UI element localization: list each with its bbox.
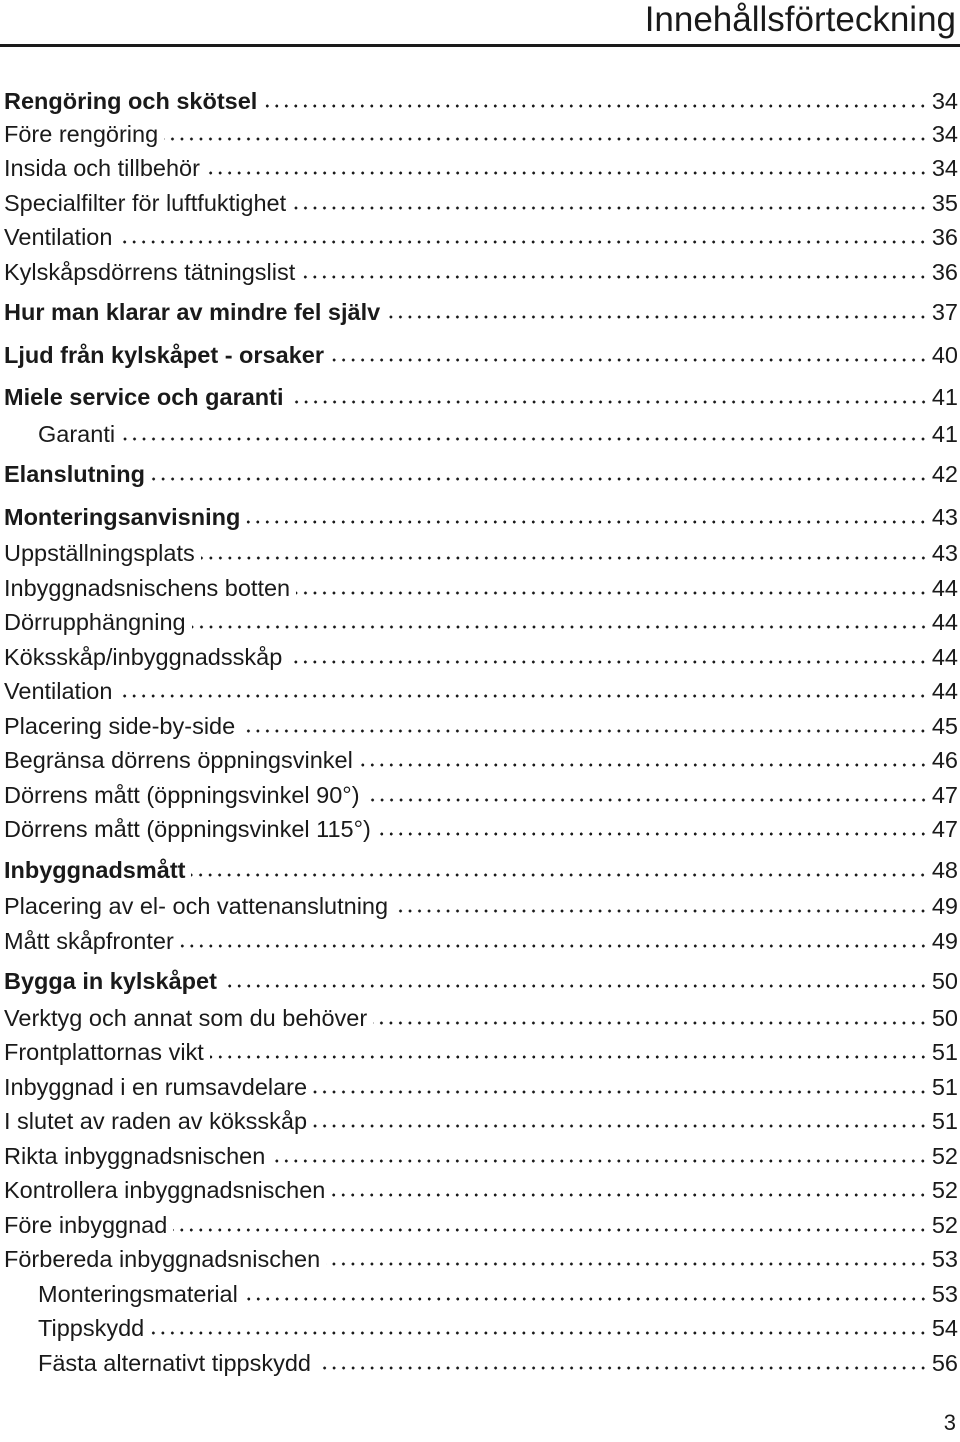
toc-entry[interactable]: [0, 117, 958, 152]
toc-entry-page: 48: [931, 856, 958, 883]
toc-entry-label: Begränsa dörrens öppningsvinkel: [4, 747, 353, 773]
toc-entry-label: Inbyggnadsnischens botten: [4, 574, 291, 601]
toc-entry-page: 51: [931, 1108, 958, 1134]
dot-leader: [191, 873, 927, 877]
dot-leader: [173, 1228, 928, 1232]
toc-entry[interactable]: [0, 1070, 958, 1105]
toc-entry-page: 51: [931, 1073, 958, 1100]
dot-leader: [331, 1193, 927, 1197]
dot-leader: [377, 832, 928, 836]
toc-entry-label: Miele service och garanti: [4, 384, 284, 410]
toc-entry[interactable]: [0, 924, 958, 959]
toc-entry[interactable]: [0, 605, 958, 640]
toc-entry[interactable]: [0, 186, 958, 221]
toc-entry[interactable]: [0, 374, 958, 417]
toc-entry[interactable]: [0, 220, 958, 255]
toc-entry[interactable]: [0, 640, 958, 675]
page-title: Innehållsförteckning: [644, 0, 956, 39]
toc-entry[interactable]: [0, 332, 958, 375]
toc-entry[interactable]: [0, 812, 958, 847]
page-number: 3: [943, 1410, 956, 1435]
toc-entry-page: 35: [931, 189, 958, 216]
toc-entry-label: I slutet av raden av köksskåp: [4, 1108, 308, 1134]
toc-entry-page: 51: [931, 1039, 958, 1065]
toc-entry-page: 50: [931, 1004, 958, 1031]
toc-entry-label: Placering av el- och vattenanslutning: [4, 893, 389, 919]
toc-entry-label: Kontrollera inbyggnadsnischen: [4, 1177, 326, 1203]
toc-entry[interactable]: [0, 417, 958, 452]
dot-leader: [201, 556, 928, 560]
toc-entry-label: Ljud från kylskåpet - orsaker: [4, 341, 324, 368]
toc-entry-page: 36: [931, 224, 958, 250]
toc-entry-label: Rikta inbyggnadsnischen: [4, 1142, 266, 1169]
toc-entry-page: 49: [931, 927, 958, 954]
toc-entry[interactable]: [0, 1242, 958, 1277]
dot-leader: [210, 1055, 928, 1059]
dot-leader: [263, 104, 928, 108]
toc-entry-page: 47: [931, 781, 958, 808]
toc-entry[interactable]: [0, 1311, 958, 1346]
toc-entry-label: Verktyg och annat som du behöver: [4, 1004, 368, 1031]
toc-entry-page: 42: [931, 461, 958, 487]
toc-entry-page: 49: [931, 893, 958, 919]
toc-entry-label: Garanti: [38, 420, 116, 447]
toc-entry[interactable]: [0, 494, 958, 537]
toc-entry-label: Insida och tillbehör: [4, 155, 200, 181]
dot-leader: [292, 206, 928, 210]
dot-leader: [326, 1262, 928, 1266]
dot-leader: [121, 437, 928, 441]
dot-leader: [317, 1366, 928, 1370]
toc-entry-label: Elanslutning: [4, 461, 145, 487]
toc-entry-label: Monteringsanvisning: [4, 503, 241, 530]
toc-entry-page: 41: [931, 384, 958, 410]
dot-leader: [313, 1124, 928, 1128]
toc-entry-page: 36: [931, 258, 958, 285]
dot-leader: [301, 275, 928, 279]
toc-entry-page: 44: [931, 643, 958, 670]
toc-entry-page: 44: [931, 574, 958, 601]
dot-leader: [330, 358, 928, 362]
dot-leader: [394, 909, 928, 913]
toc-entry-label: Specialfilter för luftfuktighet: [4, 189, 287, 216]
toc-entry[interactable]: [0, 1001, 958, 1036]
toc-entry-label: Dörrupphängning: [4, 609, 186, 635]
toc-entry[interactable]: [0, 451, 958, 494]
toc-entry[interactable]: [0, 709, 958, 744]
toc-entry-page: 43: [931, 540, 958, 566]
dot-leader: [246, 520, 928, 524]
toc-entry-label: Köksskåp/inbyggnadsskåp: [4, 643, 283, 670]
toc-entry-label: Före rengöring: [4, 120, 159, 147]
toc-entry-label: Inbyggnad i en rumsavdelare: [4, 1073, 308, 1100]
toc-entry[interactable]: [0, 778, 958, 813]
dot-leader: [288, 660, 928, 664]
toc-entry[interactable]: [0, 255, 958, 290]
toc-entry-page: 41: [931, 420, 958, 447]
dot-leader: [290, 400, 928, 404]
toc-entry-label: Ventilation: [4, 678, 113, 704]
toc-entry-label: Före inbyggnad: [4, 1211, 168, 1238]
dot-leader: [359, 763, 928, 767]
toc-entry-page: 43: [931, 503, 958, 530]
dot-leader: [118, 694, 927, 698]
toc-entry-label: Kylskåpsdörrens tätningslist: [4, 258, 296, 285]
toc-entry-page: 34: [931, 88, 958, 114]
toc-entry-page: 53: [931, 1280, 958, 1307]
toc-entry-page: 53: [931, 1246, 958, 1272]
toc-entry-label: Fästa alternativt tippskydd: [38, 1349, 311, 1376]
toc-entry-page: 34: [931, 120, 958, 147]
toc-entry[interactable]: [0, 889, 958, 924]
toc-entry-page: 44: [931, 678, 958, 704]
dot-leader: [244, 1297, 928, 1301]
toc-entry-label: Hur man klarar av mindre fel själv: [4, 299, 381, 325]
toc-entry-label: Ventilation: [4, 224, 113, 250]
toc-entry[interactable]: [0, 1139, 958, 1174]
toc-entry-label: Bygga in kylskåpet: [4, 968, 217, 994]
dot-leader: [366, 798, 928, 802]
dot-leader: [223, 984, 928, 988]
toc-entry-label: Placering side-by-side: [4, 712, 236, 739]
toc-entry-label: Monteringsmaterial: [38, 1280, 238, 1307]
toc-entry-label: Rengöring och skötsel: [4, 88, 258, 114]
toc-entry[interactable]: [0, 82, 958, 117]
dot-leader: [271, 1159, 928, 1163]
toc-entry-page: 52: [931, 1211, 958, 1238]
toc-entry[interactable]: [0, 536, 958, 571]
dot-leader: [180, 944, 928, 948]
toc-entry-label: Dörrens mått (öppningsvinkel 115°): [4, 816, 371, 842]
toc-entry-label: Mått skåpfronter: [4, 927, 174, 954]
toc-entry-page: 44: [931, 609, 958, 635]
toc-entry-label: Frontplattornas vikt: [4, 1039, 204, 1065]
toc-entry[interactable]: [0, 571, 958, 606]
toc-entry[interactable]: [0, 1277, 958, 1312]
title-rule: [0, 44, 960, 47]
toc-entry-page: 54: [931, 1315, 958, 1341]
toc-entry[interactable]: [0, 847, 958, 890]
dot-leader: [151, 477, 928, 481]
dot-leader: [118, 240, 927, 244]
toc-entry[interactable]: [0, 958, 958, 1001]
toc-entry-page: 52: [931, 1142, 958, 1169]
toc-entry-page: 46: [931, 747, 958, 773]
toc-entry-page: 40: [931, 341, 958, 368]
toc-entry-label: Uppställningsplats: [4, 540, 195, 566]
toc-entry-page: 37: [931, 299, 958, 325]
toc-entry-page: 47: [931, 816, 958, 842]
toc-entry-label: Tippskydd: [38, 1315, 145, 1341]
toc-entry[interactable]: [0, 1208, 958, 1243]
toc-entry[interactable]: [0, 1346, 958, 1381]
toc-entry[interactable]: [0, 1173, 958, 1208]
toc-entry-page: 50: [931, 968, 958, 994]
dot-leader: [241, 729, 928, 733]
table-of-contents: [0, 82, 958, 1380]
toc-entry-label: Inbyggnadsmått: [4, 856, 186, 883]
dot-leader: [192, 625, 928, 629]
dot-leader: [164, 137, 928, 141]
toc-entry[interactable]: [0, 1035, 958, 1070]
toc-entry-page: 52: [931, 1177, 958, 1203]
dot-leader: [373, 1021, 928, 1025]
toc-entry[interactable]: [0, 289, 958, 332]
dot-leader: [150, 1331, 928, 1335]
toc-entry[interactable]: [0, 743, 958, 778]
toc-entry[interactable]: [0, 151, 958, 186]
dot-leader: [206, 171, 928, 175]
toc-entry[interactable]: [0, 674, 958, 709]
dot-leader: [386, 315, 928, 319]
toc-entry-label: Förbereda inbyggnadsnischen: [4, 1246, 321, 1272]
toc-entry-page: 56: [931, 1349, 958, 1376]
toc-entry-label: Dörrens mått (öppningsvinkel 90°): [4, 781, 360, 808]
toc-entry[interactable]: [0, 1104, 958, 1139]
dot-leader: [296, 591, 928, 595]
dot-leader: [313, 1090, 928, 1094]
toc-entry-page: 34: [931, 155, 958, 181]
toc-entry-page: 45: [931, 712, 958, 739]
